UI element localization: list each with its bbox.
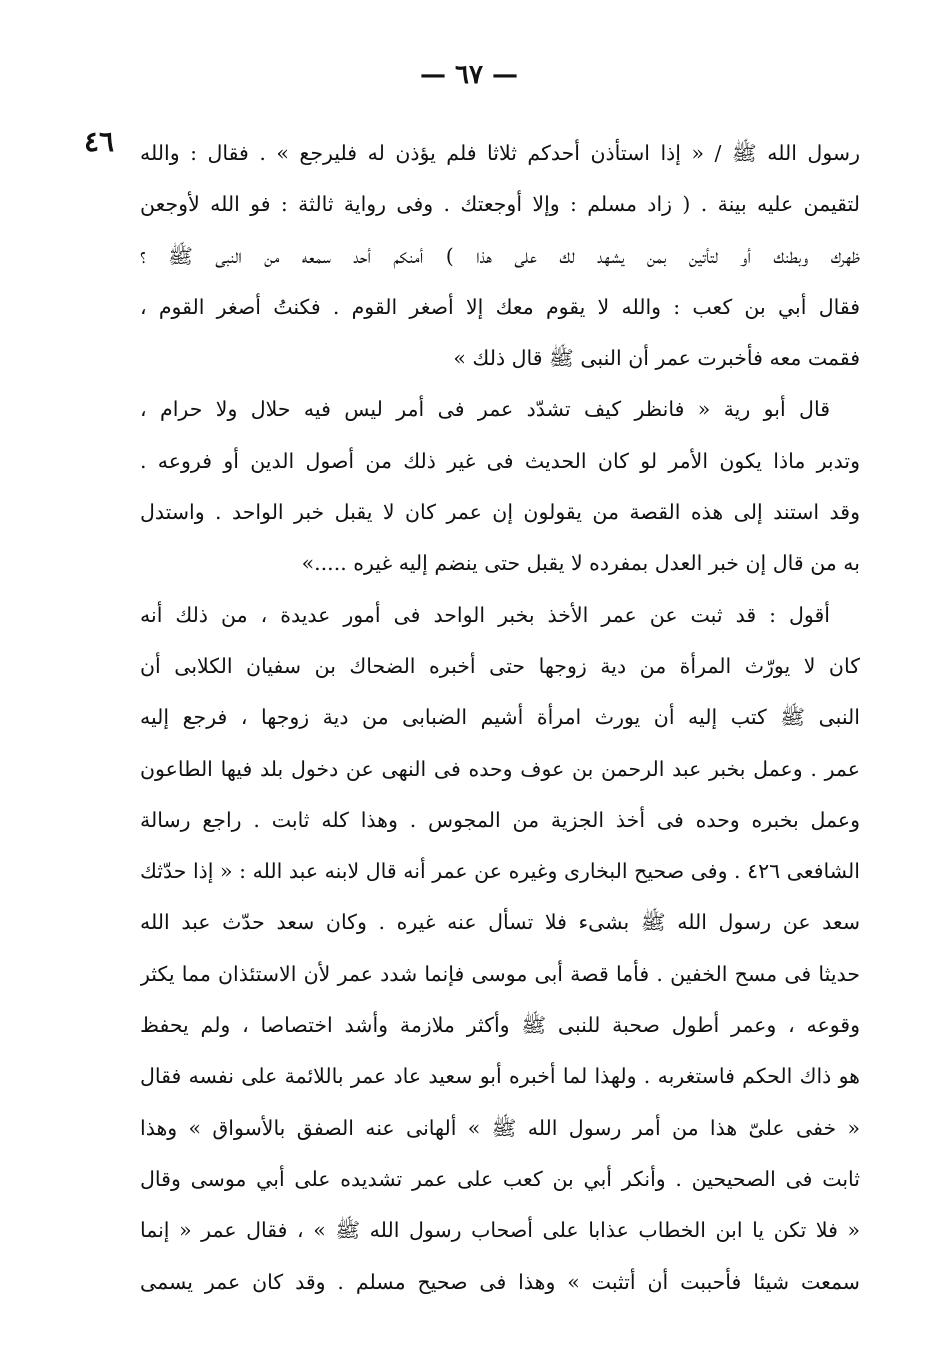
- text-line: ظهرك وبطنك أو لتأتين بمن يشهد لك على هذا ) أمنكم أحد سمعه من النبى ﷺ ؟: [140, 243, 860, 268]
- text-line: الشافعى ٤٢٦ . وفى صحيح البخارى وغيره عن عمر أنه قال لابنه عبد الله : « إذا حدّثك: [140, 859, 860, 884]
- text-line: وتدبر ماذا يكون الأمر لو كان الحديث فى غير ذلك من أصول الدين أو فروعه .: [140, 448, 860, 473]
- margin-page-reference: ٤٦: [84, 125, 115, 158]
- text-line: به من قال إن خبر العدل بمفرده لا يقبل حتى ينضم إليه غيره .....»: [301, 551, 860, 576]
- text-line: وقد استند إلى هذه القصة من يقولون إن عمر كان لا يقبل خبر الواحد . واستدل: [140, 500, 860, 525]
- text-line: « فلا تكن يا ابن الخطاب عذابا على أصحاب رسول الله ﷺ » ، فقال عمر « إنما: [140, 1218, 860, 1243]
- text-line: كان لا يورّث المرأة من دية زوجها حتى أخبره الضحاك بن سفيان الكلابى أن: [140, 653, 860, 678]
- text-line: حديثا فى مسح الخفين . فأما قصة أبى موسى فإنما شدد عمر لأن الاستئذان مما يكثر: [140, 961, 860, 986]
- text-line: النبى ﷺ كتب إليه أن يورث امرأة أشيم الضبابى من دية زوجها ، فرجع إليه: [140, 705, 860, 730]
- text-line: هو ذاك الحكم فاستغربه . ولهذا لما أخبره أبو سعيد عاد عمر باللائمة على نفسه فقال: [140, 1064, 860, 1089]
- text-line: سمعت شيئا فأحببت أن أتثبت » وهذا فى صحيح مسلم . وقد كان عمر يسمى: [140, 1269, 860, 1294]
- text-line: قال أبو رية « فانظر كيف تشدّد عمر فى أمر ليس فيه حلال ولا حرام ،: [140, 397, 830, 422]
- text-line: رسول الله ﷺ / « إذا استأذن أحدكم ثلاثا فلم يؤذن له فليرجع » . فقال : والله: [140, 141, 860, 165]
- text-line: فقمت معه فأخبرت عمر أن النبى ﷺ قال ذلك »: [453, 346, 860, 371]
- text-line: سعد عن رسول الله ﷺ بشىء فلا تسأل عنه غيره . وكان سعد حدّث عبد الله: [140, 910, 860, 935]
- text-line: « خفى علىّ هذا من أمر رسول الله ﷺ » ألهانى عنه الصفق بالأسواق » وهذا: [140, 1115, 860, 1140]
- text-line: أقول : قد ثبت عن عمر الأخذ بخبر الواحد فى أمور عديدة ، من ذلك أنه: [140, 602, 830, 627]
- text-line: عمر . وعمل بخبر عبد الرحمن بن عوف وحده فى النهى عن دخول بلد فيها الطاعون: [140, 756, 860, 781]
- text-line: وقوعه ، وعمر أطول صحبة للنبى ﷺ وأكثر ملازمة وأشد اختصاصا ، ولم يحفظ: [140, 1013, 860, 1038]
- text-line: فقال أبي بن كعب : والله لا يقوم معك إلا أصغر القوم . فكنتُ أصغر القوم ،: [140, 294, 860, 319]
- body-text: [140, 128, 860, 1308]
- text-line: ثابت فى الصحيحين . وأنكر أبي بن كعب على عمر تشديده على أبي موسى وقال: [140, 1166, 860, 1191]
- text-line: وعمل بخبره وحده فى أخذ الجزية من المجوس . وهذا كله ثابت . راجع رسالة: [140, 807, 860, 832]
- page-number: — ٦٧ —: [419, 60, 519, 90]
- text-line: لتقيمن عليه بينة . ( زاد مسلم : وإلا أوجعتك . وفى رواية ثالثة : فو الله لأوجعن: [140, 192, 860, 217]
